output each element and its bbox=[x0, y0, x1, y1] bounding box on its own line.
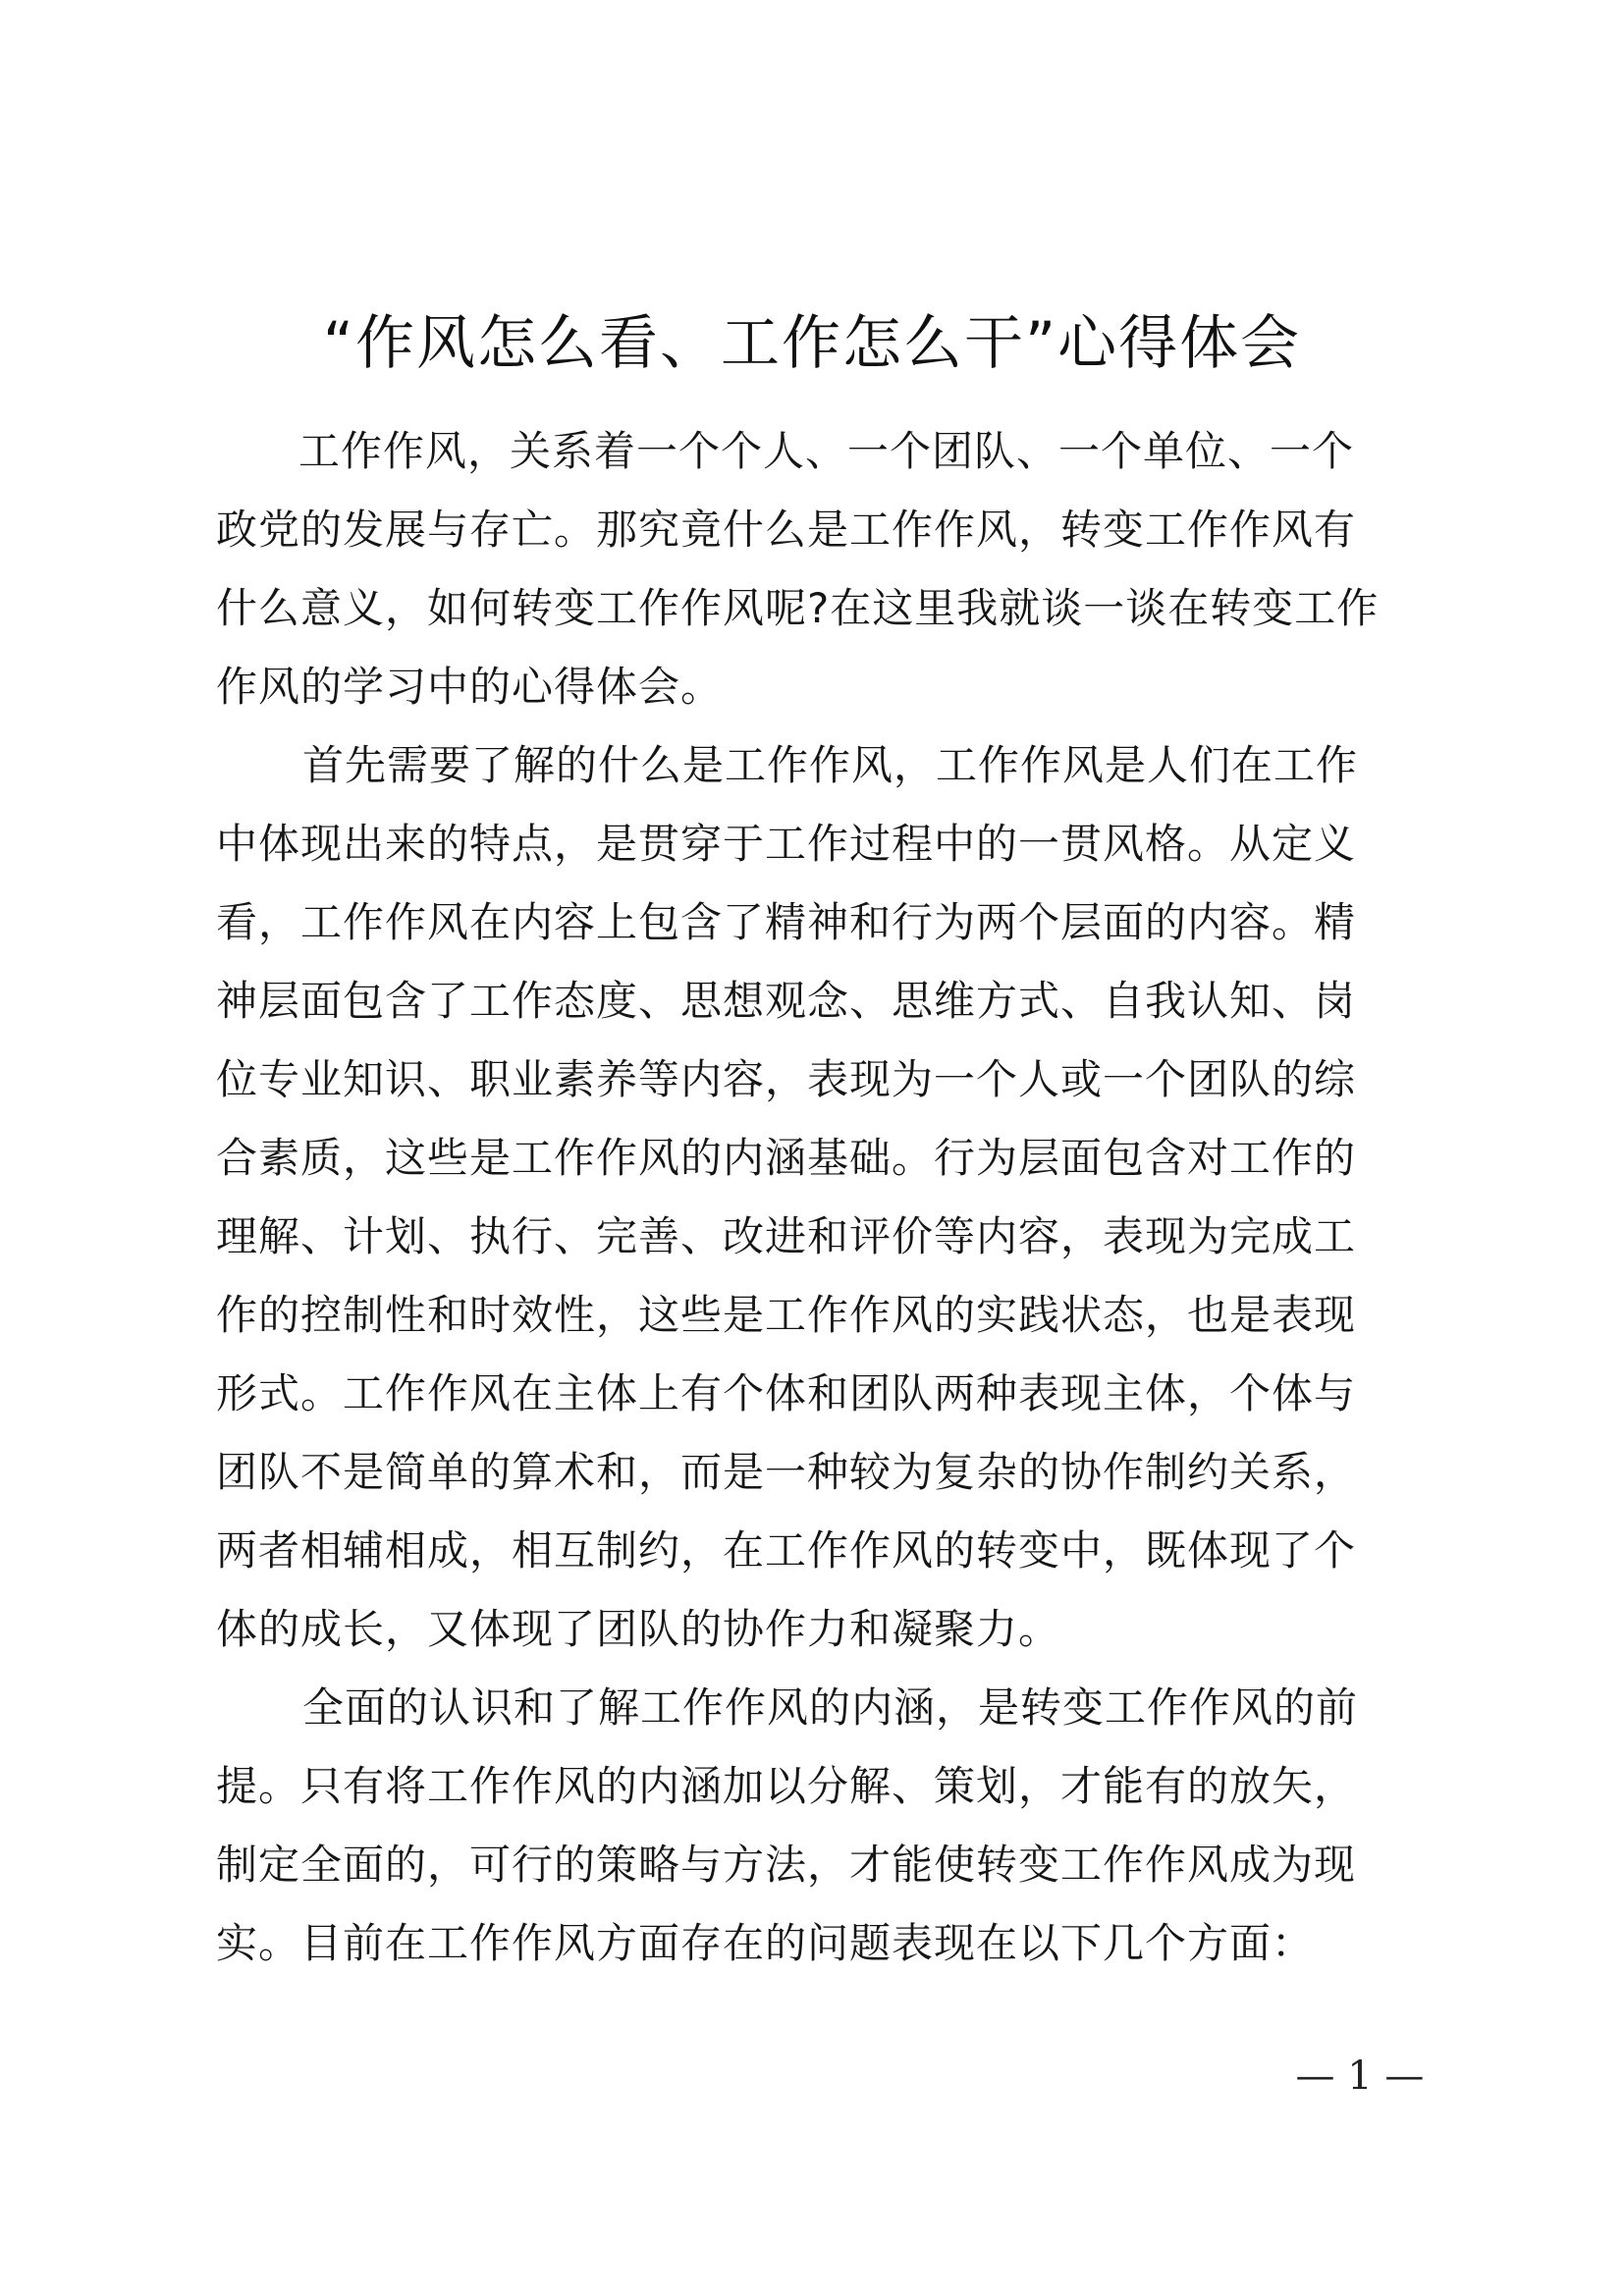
paragraph-3-line-4: 实。目前在工作作风方面存在的问题表现在以下几个方面： bbox=[216, 1919, 1315, 1967]
paragraph-3-line-3: 制定全面的，可行的策略与方法，才能使转变工作作风成为现 bbox=[216, 1841, 1357, 1889]
paragraph-2-line-7: 理解、计划、执行、完善、改进和评价等内容，表现为完成工 bbox=[216, 1212, 1357, 1260]
paragraph-1-line-2: 政党的发展与存亡。那究竟什么是工作作风，转变工作作风有 bbox=[216, 506, 1357, 554]
paragraph-2-line-3: 看，工作作风在内容上包含了精神和行为两个层面的内容。精 bbox=[216, 898, 1357, 946]
paragraph-2-line-6: 合素质，这些是工作作风的内涵基础。行为层面包含对工作的 bbox=[216, 1134, 1357, 1182]
paragraph-1-line-3: 什么意义，如何转变工作作风呢?在这里我就谈一谈在转变工作 bbox=[216, 584, 1380, 632]
paragraph-2-line-11: 两者相辅相成，相互制约，在工作作风的转变中，既体现了个 bbox=[216, 1526, 1357, 1575]
paragraph-2-line-2: 中体现出来的特点，是贯穿于工作过程中的一贯风格。从定义 bbox=[216, 820, 1357, 868]
paragraph-2-line-12: 体的成长，又体现了团队的协作力和凝聚力。 bbox=[216, 1605, 1061, 1653]
paragraph-2-line-9: 形式。工作作风在主体上有个体和团队两种表现主体，个体与 bbox=[216, 1369, 1357, 1417]
paragraph-1-line-1: 工作作风，关系着一个个人、一个团队、一个单位、一个 bbox=[298, 427, 1355, 475]
paragraph-2-line-8: 作的控制性和时效性，这些是工作作风的实践状态，也是表现 bbox=[216, 1291, 1357, 1339]
paragraph-2-line-10: 团队不是简单的算术和，而是一种较为复杂的协作制约关系， bbox=[216, 1448, 1357, 1496]
paragraph-2-line-5: 位专业知识、职业素养等内容，表现为一个人或一个团队的综 bbox=[216, 1055, 1357, 1103]
paragraph-1-line-4: 作风的学习中的心得体会。 bbox=[216, 663, 724, 711]
paragraph-3-line-2: 提。只有将工作作风的内涵加以分解、策划，才能有的放矢， bbox=[216, 1762, 1357, 1810]
paragraph-2-line-4: 神层面包含了工作态度、思想观念、思维方式、自我认知、岗 bbox=[216, 977, 1357, 1025]
paragraph-3-line-1: 全面的认识和了解工作作风的内涵，是转变工作作风的前 bbox=[302, 1683, 1359, 1732]
page-number: — 1 — bbox=[1295, 2054, 1425, 2099]
paragraph-2-line-1: 首先需要了解的什么是工作作风，工作作风是人们在工作 bbox=[302, 741, 1359, 789]
document-title: “作风怎么看、工作怎么干”心得体会 bbox=[322, 309, 1302, 378]
